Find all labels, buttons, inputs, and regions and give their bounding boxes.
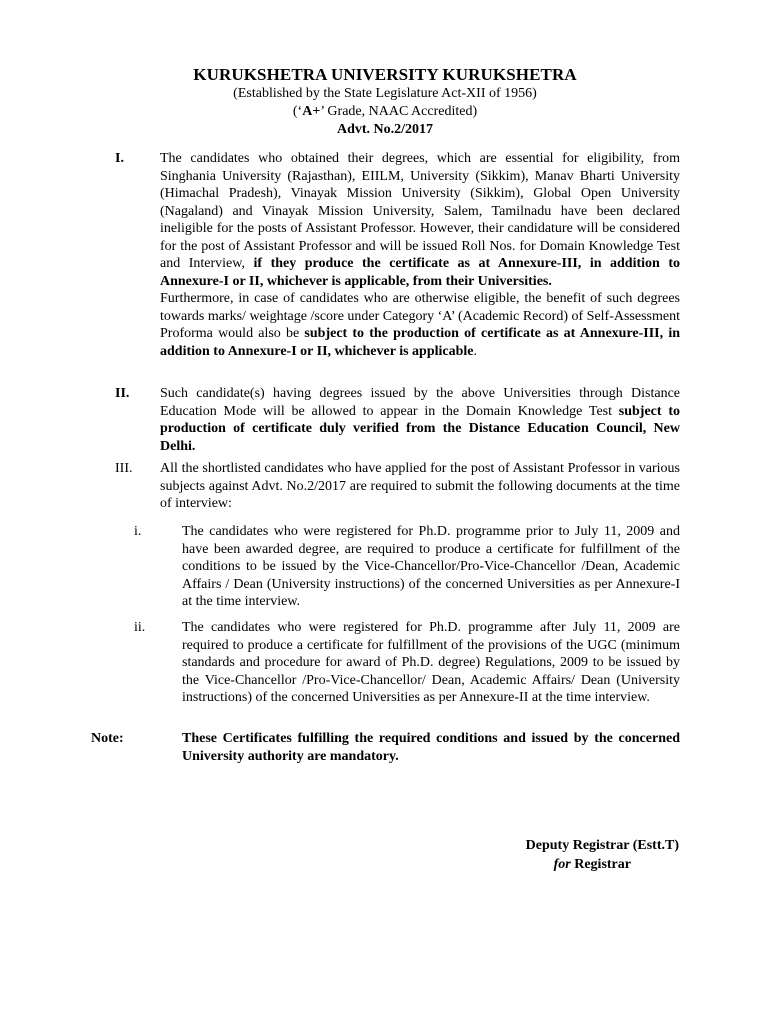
subitem-ii-body: The candidates who were registered for Ph.D. programme after July 11, 2009 are required to produce a certificate for fulfillment of the provisions of the UGC (minimum standards and procedure for award of Ph.D. degree) Regulations, 2009 to be issued by the Vice-Chancellor /Pro-Vice-Chancellor/ Dean, Academic Affairs/ Dean (University instructions) of the concerned Universities as per Annexure-II at the time interview. (182, 620, 680, 705)
section-one-number: I. (115, 151, 124, 166)
grade-prefix: (‘ (292, 104, 303, 119)
section-one-paragraph-1 (160, 150, 680, 290)
note (91, 730, 680, 770)
subitem-ii (134, 619, 680, 725)
section-two-bold: subject to production of certificate duly verified from the Distance Education Council, New Delhi. (160, 403, 680, 454)
signature-for-word: for (553, 857, 571, 872)
section-two-text: Such candidate(s) having degrees issued by the above Universities through Distance Education Mode will be allowed to appear in the Domain Knowledge Test (160, 386, 680, 419)
university-title: KURUKSHETRA UNIVERSITY KURUKSHETRA (193, 65, 577, 84)
section-three-number: III. (115, 461, 133, 476)
signature-block (526, 836, 679, 874)
subitem-i (134, 523, 680, 613)
section-one-p2-bold: subject to the production of certificate as at Annexure-III, in addition to Annexure-I or II, whichever is applicable (160, 326, 680, 359)
note-label: Note: (91, 731, 124, 746)
subitem-ii-number: ii. (134, 620, 146, 635)
document-header (0, 64, 770, 139)
grade-line (0, 103, 770, 121)
section-two-body (160, 385, 680, 455)
note-body: These Certificates fulfilling the required conditions and issued by the concerned University authority are mandatory. (182, 731, 680, 764)
section-one-p2-text: Furthermore, in case of candidates who are otherwise eligible, the benefit of such degrees towards marks/ weightage /score under Category ‘A’ (Academic Record) of Self-Assessment Proforma would also be (160, 291, 680, 341)
section-one-p2-end: . (473, 343, 477, 359)
section-one (115, 150, 680, 385)
signature-for-registrar (526, 855, 679, 874)
signature-registrar: Registrar (570, 857, 631, 872)
subitem-i-number: i. (134, 524, 142, 539)
section-one-paragraph-2 (160, 290, 680, 360)
grade-suffix: ’ Grade, NAAC Accredited) (320, 104, 478, 119)
grade-value: A+ (302, 104, 321, 119)
section-one-bold: if they produce the certificate as at Annexure-III, in addition to Annexure-I or II, whichever is applicable, from their Universities. (160, 256, 680, 289)
section-one-text: The candidates who obtained their degrees, which are essential for eligibility, from Singhania University (Rajasthan), EIILM, University (Sikkim), Manav Bharti University (Himachal Pradesh), Vinayak Mission University (Sikkim), Global Open University (Nagaland) and Vinayak Mission University, Salem, Tamilnadu have been declared ineligible for the posts of Assistant Professor. However, their candidature will be considered for the post of Assistant Professor and will be issued Roll Nos. for Domain Knowledge Test and Interview, (160, 151, 680, 271)
subitem-i-body: The candidates who were registered for Ph.D. programme prior to July 11, 2009 and have been awarded degree, are required to produce a certificate for fulfillment of the conditions to be issued by the Vice-Chancellor/Pro-Vice-Chancellor /Dean, Academic Affairs / Dean (University instructions) of the concerned Universities as per Annexure-I at the time interview. (182, 524, 680, 609)
advertisement-number: Advt. No.2/2017 (336, 122, 434, 137)
section-two (115, 385, 680, 457)
section-two-number: II. (115, 386, 130, 401)
established-line: (Established by the State Legislature Act-XII of 1956) (233, 86, 537, 101)
section-three (115, 460, 680, 514)
section-three-body: All the shortlisted candidates who have applied for the post of Assistant Professor in various subjects against Advt. No.2/2017 are required to submit the following documents at the time of interview: (160, 461, 680, 511)
section-one-body (160, 150, 680, 360)
signature-title: Deputy Registrar (Estt.T) (525, 838, 679, 853)
